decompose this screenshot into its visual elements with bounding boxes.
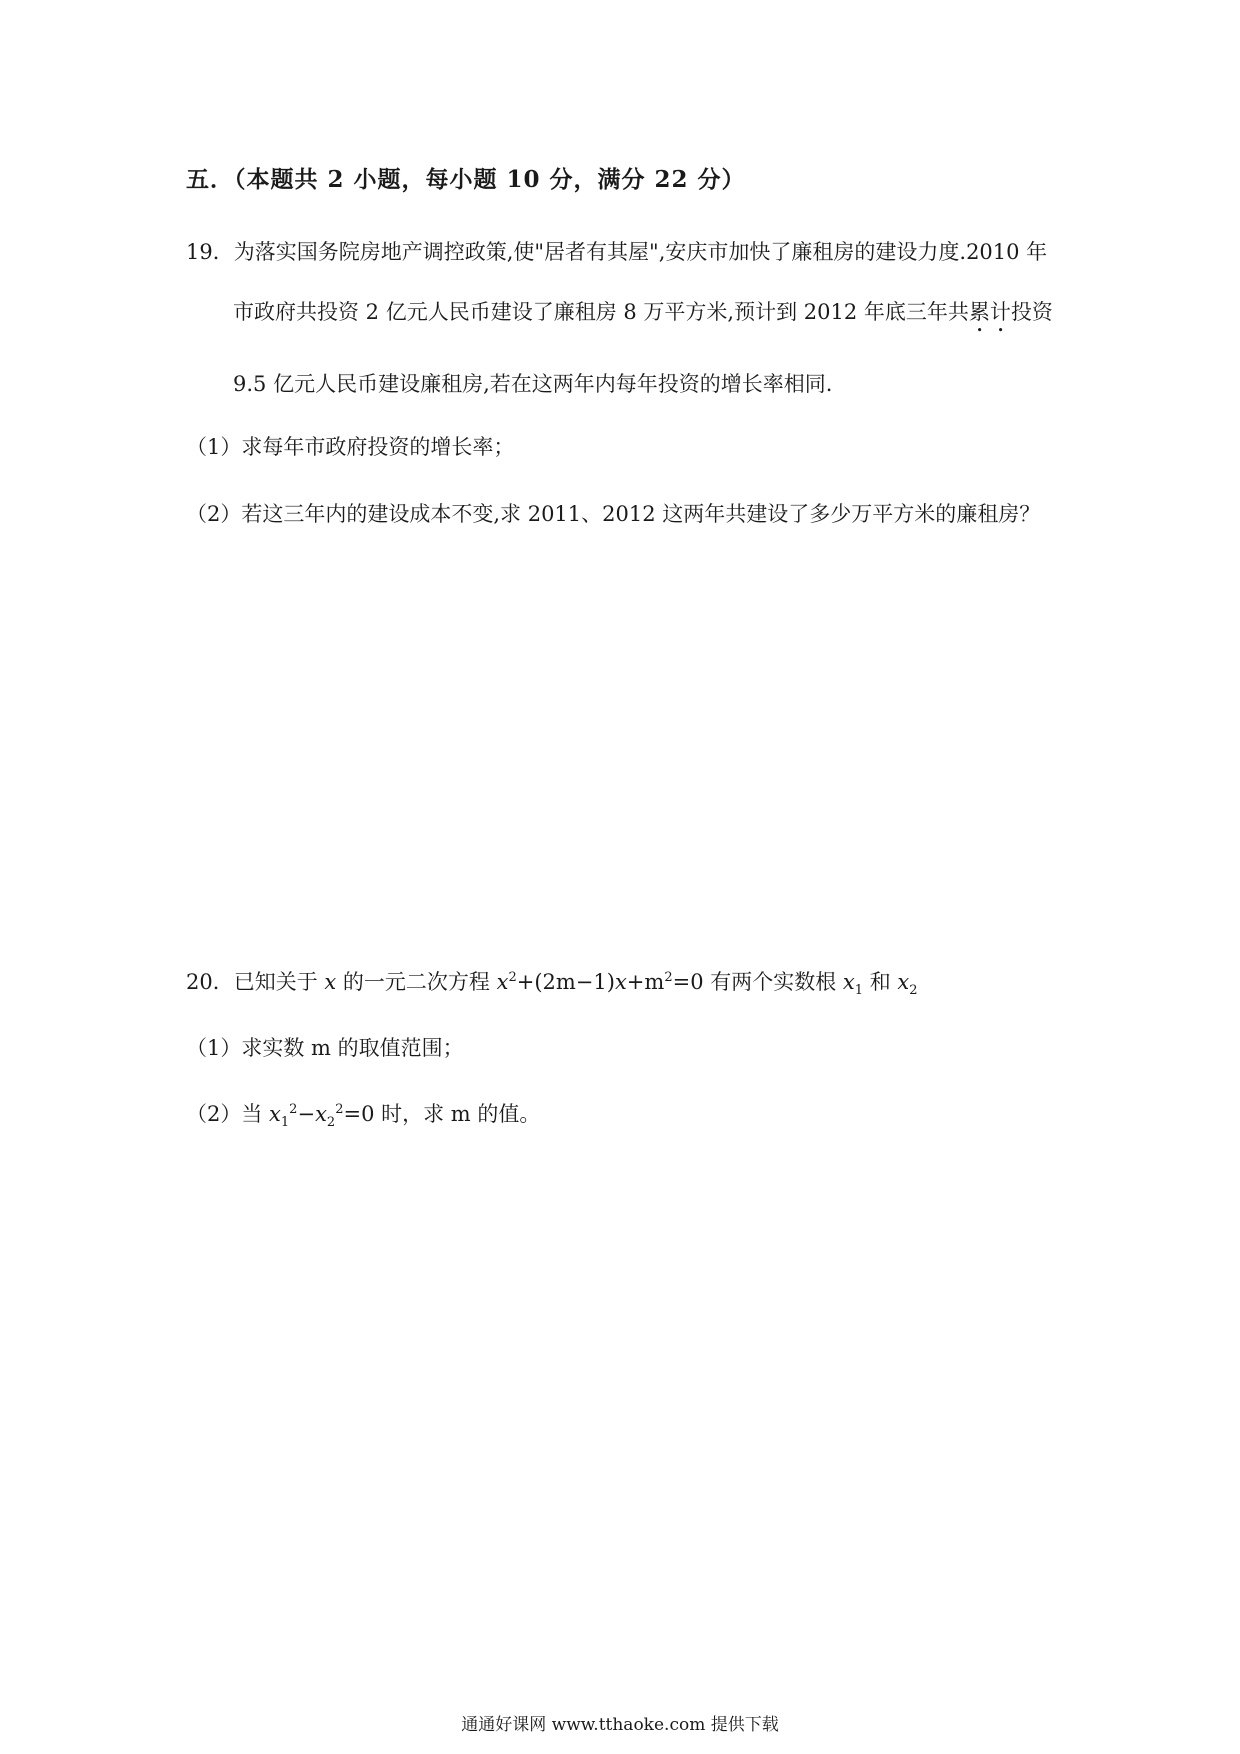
footer-credit: 通通好课网 www.tthaoke.com 提供下载 xyxy=(461,1715,779,1735)
q20-intro-a: 20．已知关于 xyxy=(186,970,325,994)
q19-line-2-text-b: 投资 xyxy=(1010,300,1053,324)
q20-eq-m: +m xyxy=(626,970,665,994)
q20-p2-minus: − xyxy=(297,1102,316,1126)
q20-eq-x2: x xyxy=(496,970,509,994)
q20-p2-x1: x xyxy=(269,1102,281,1126)
q20-part-2 xyxy=(186,1100,541,1131)
q19-part-2: （2）若这三年内的建设成本不变,求 2011、2012 这两年共建设了多少万平方米的廉租房？ xyxy=(186,502,1041,526)
q20-root-2-sub: 2 xyxy=(909,983,918,999)
q20-and: 和 xyxy=(863,970,898,994)
q20-part-2-b: =0 时，求 m 的值。 xyxy=(343,1102,541,1126)
q20-part-2-a: （2）当 xyxy=(186,1102,270,1126)
q20-intro-b: 的一元二次方程 xyxy=(336,970,497,994)
q19-line-2-text-a: 市政府共投资 2 亿元人民币建设了廉租房 8 万平方米,预计到 2012 年底三年共 xyxy=(233,300,969,324)
q20-part-1: （1）求实数 m 的取值范围； xyxy=(186,1036,464,1060)
q20-root-1: x xyxy=(842,970,855,994)
q20-p2-x2: x xyxy=(315,1102,327,1126)
q19-line-1: 19．为落实国务院房地产调控政策,使"居者有其屋",安庆市加快了廉租房的建设力度.2010 年 xyxy=(186,240,1048,264)
section-heading: 五．（本题共 2 小题，每小题 10 分，满分 22 分） xyxy=(186,166,746,193)
q20-p2-x1-sup: 2 xyxy=(289,1102,298,1117)
q20-eq-x2-sup: 2 xyxy=(508,970,517,985)
q19-line-2 xyxy=(233,298,1053,337)
q20-intro xyxy=(186,968,918,999)
q20-eq-end: =0 有两个实数根 xyxy=(672,970,843,994)
q20-p2-x2-sup: 2 xyxy=(335,1102,344,1117)
q20-p2-x1-sub: 1 xyxy=(280,1115,290,1131)
q20-eq-x: x xyxy=(614,970,627,994)
q20-root-2: x xyxy=(897,970,910,994)
q20-var-x: x xyxy=(324,970,337,994)
q19-part-1: （1）求每年市政府投资的增长率； xyxy=(186,435,515,459)
q20-eq-mid: +(2m−1) xyxy=(516,970,615,994)
q20-eq-m-sup: 2 xyxy=(664,970,673,985)
q19-line-3: 9.5 亿元人民币建设廉租房,若在这两年内每年投资的增长率相同. xyxy=(233,372,833,396)
q19-emphasis-text: 累计 xyxy=(968,300,1011,324)
q20-p2-x2-sub: 2 xyxy=(326,1115,336,1131)
q20-root-1-sub: 1 xyxy=(854,983,864,999)
